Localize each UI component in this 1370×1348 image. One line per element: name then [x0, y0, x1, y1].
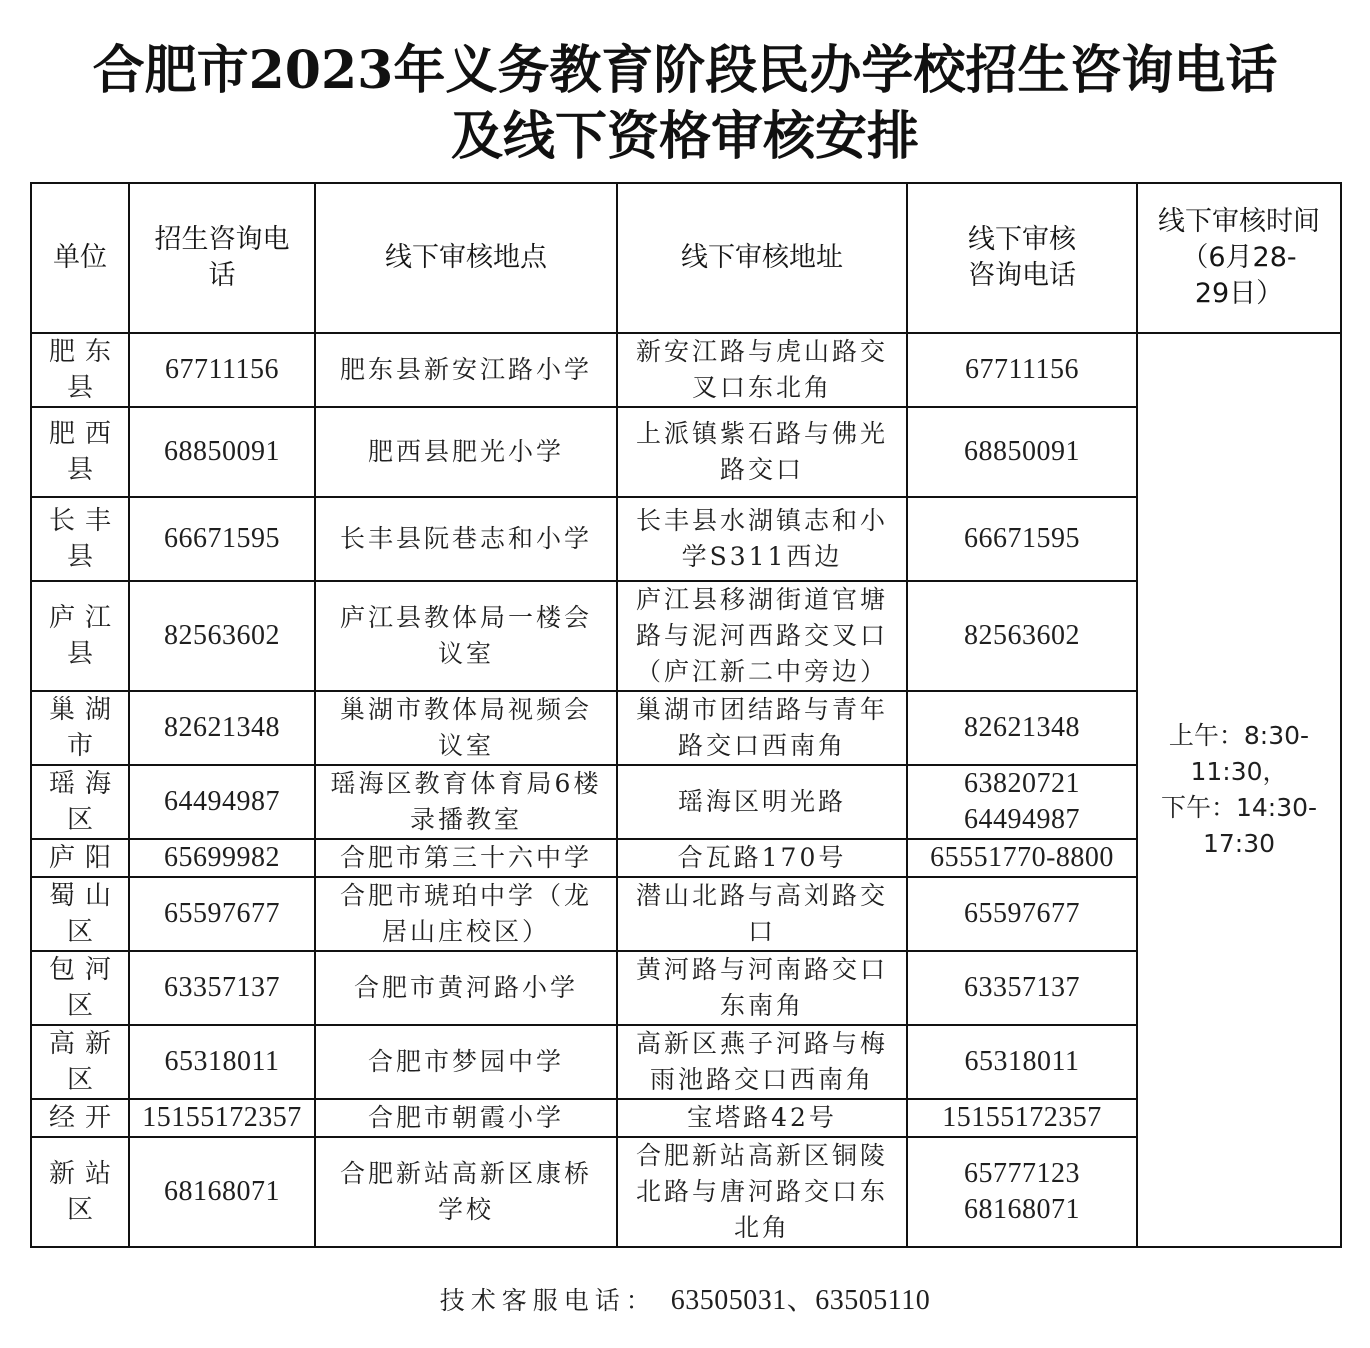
cell-review-phone: 63820721 64494987	[907, 765, 1137, 839]
cell-enroll-phone: 64494987	[129, 765, 315, 839]
tech-support-label: 技术客服电话：	[439, 1286, 657, 1315]
cell-review-phone: 82621348	[907, 691, 1137, 765]
cell-review-site: 合肥市琥珀中学（龙 居山庄校区）	[315, 877, 617, 951]
cell-review-phone: 63357137	[907, 951, 1137, 1025]
cell-review-phone: 65551770-8800	[907, 839, 1137, 877]
cell-review-phone: 15155172357	[907, 1099, 1137, 1137]
cell-review-address: 合肥新站高新区铜陵 北路与唐河路交口东 北角	[617, 1137, 907, 1247]
header-unit: 单位	[31, 183, 129, 333]
cell-unit: 新站 区	[31, 1137, 129, 1247]
cell-unit: 瑶海 区	[31, 765, 129, 839]
cell-enroll-phone: 68850091	[129, 407, 315, 497]
cell-review-phone: 67711156	[907, 333, 1137, 407]
cell-enroll-phone: 65318011	[129, 1025, 315, 1099]
cell-review-site: 巢湖市教体局视频会 议室	[315, 691, 617, 765]
table-row	[31, 333, 1341, 407]
cell-review-address: 上派镇紫石路与佛光 路交口	[617, 407, 907, 497]
cell-unit: 肥西 县	[31, 407, 129, 497]
cell-review-address: 长丰县水湖镇志和小 学S311西边	[617, 497, 907, 581]
cell-review-address: 合瓦路170号	[617, 839, 907, 877]
header-enroll-phone: 招生咨询电 话	[129, 183, 315, 333]
cell-unit: 蜀山 区	[31, 877, 129, 951]
cell-unit: 高新 区	[31, 1025, 129, 1099]
tech-support-phones: 63505031、63505110	[670, 1285, 931, 1316]
table-header-row	[31, 183, 1341, 333]
cell-enroll-phone: 67711156	[129, 333, 315, 407]
cell-review-address: 宝塔路42号	[617, 1099, 907, 1137]
cell-review-address: 巢湖市团结路与青年 路交口西南角	[617, 691, 907, 765]
title-line-2: 及线下资格审核安排	[450, 106, 919, 167]
cell-enroll-phone: 15155172357	[129, 1099, 315, 1137]
cell-review-phone: 82563602	[907, 581, 1137, 691]
cell-enroll-phone: 63357137	[129, 951, 315, 1025]
cell-unit: 肥东 县	[31, 333, 129, 407]
cell-enroll-phone: 65597677	[129, 877, 315, 951]
cell-unit: 长丰 县	[31, 497, 129, 581]
cell-unit: 庐阳	[31, 839, 129, 877]
cell-review-phone: 65597677	[907, 877, 1137, 951]
header-review-address: 线下审核地址	[617, 183, 907, 333]
cell-review-phone: 66671595	[907, 497, 1137, 581]
cell-review-phone: 65318011	[907, 1025, 1137, 1099]
cell-review-site: 肥西县肥光小学	[315, 407, 617, 497]
cell-review-time: 上午：8:30- 11:30， 下午：14:30- 17:30	[1137, 333, 1341, 1247]
cell-review-site: 合肥市第三十六中学	[315, 839, 617, 877]
cell-review-site: 瑶海区教育体育局6楼 录播教室	[315, 765, 617, 839]
cell-enroll-phone: 82563602	[129, 581, 315, 691]
cell-enroll-phone: 65699982	[129, 839, 315, 877]
header-review-site: 线下审核地点	[315, 183, 617, 333]
title-line-1: 合肥市2023年义务教育阶段民办学校招生咨询电话	[92, 40, 1278, 101]
cell-unit: 巢湖 市	[31, 691, 129, 765]
schedule-table	[30, 182, 1342, 1248]
document-title	[0, 38, 1370, 170]
table-body	[31, 333, 1341, 1247]
cell-review-phone: 65777123 68168071	[907, 1137, 1137, 1247]
cell-unit: 经开	[31, 1099, 129, 1137]
cell-review-address: 黄河路与河南路交口 东南角	[617, 951, 907, 1025]
cell-unit: 包河 区	[31, 951, 129, 1025]
cell-review-address: 瑶海区明光路	[617, 765, 907, 839]
cell-enroll-phone: 68168071	[129, 1137, 315, 1247]
cell-enroll-phone: 66671595	[129, 497, 315, 581]
cell-unit: 庐江 县	[31, 581, 129, 691]
cell-review-site: 合肥市朝霞小学	[315, 1099, 617, 1137]
header-review-phone: 线下审核 咨询电话	[907, 183, 1137, 333]
cell-review-site: 合肥市梦园中学	[315, 1025, 617, 1099]
header-review-time: 线下审核时间 （6月28- 29日）	[1137, 183, 1341, 333]
cell-review-site: 长丰县阮巷志和小学	[315, 497, 617, 581]
cell-enroll-phone: 82621348	[129, 691, 315, 765]
cell-review-phone: 68850091	[907, 407, 1137, 497]
cell-review-site: 肥东县新安江路小学	[315, 333, 617, 407]
cell-review-site: 合肥市黄河路小学	[315, 951, 617, 1025]
cell-review-address: 新安江路与虎山路交 叉口东北角	[617, 333, 907, 407]
cell-review-address: 高新区燕子河路与梅 雨池路交口西南角	[617, 1025, 907, 1099]
cell-review-site: 庐江县教体局一楼会 议室	[315, 581, 617, 691]
tech-support-line	[0, 1278, 1370, 1318]
cell-review-address: 潜山北路与高刘路交 口	[617, 877, 907, 951]
cell-review-site: 合肥新站高新区康桥 学校	[315, 1137, 617, 1247]
cell-review-address: 庐江县移湖街道官塘 路与泥河西路交叉口 （庐江新二中旁边）	[617, 581, 907, 691]
